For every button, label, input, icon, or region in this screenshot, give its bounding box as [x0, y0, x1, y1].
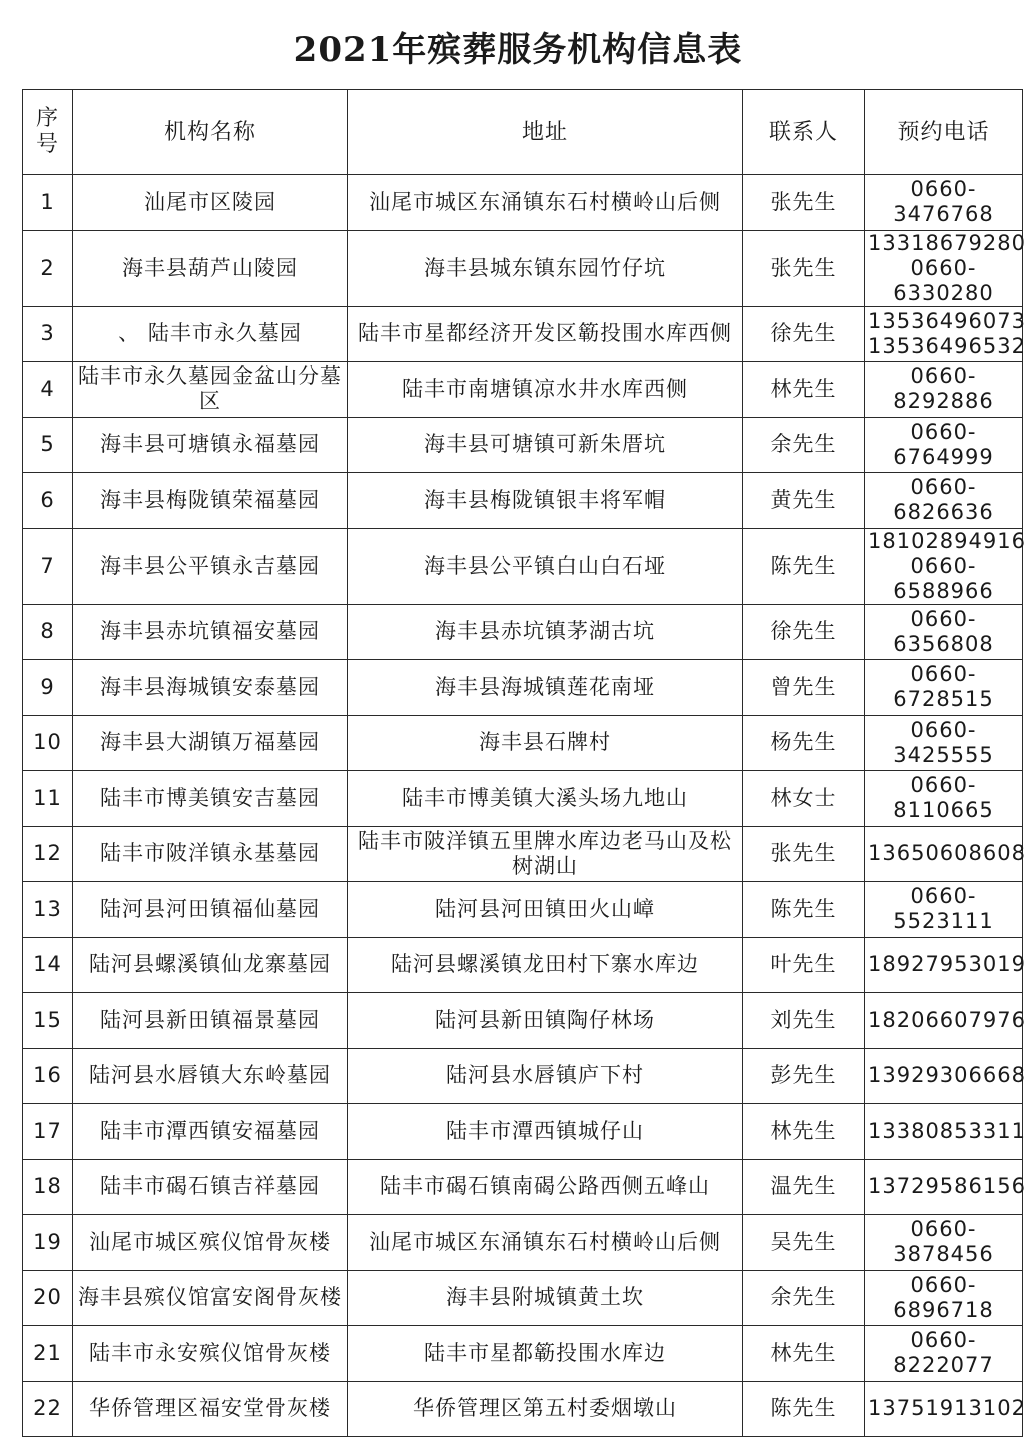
phone-cell [865, 826, 1026, 882]
phone-number: 0660-3878456 [893, 1217, 994, 1267]
phone-number: 13318679280 [868, 230, 1026, 255]
phone-cell [865, 306, 1026, 362]
contact-person: 林先生 [743, 1326, 865, 1382]
row-number: 10 [23, 715, 73, 771]
institution-name: 汕尾市区陵园 [73, 175, 348, 231]
institution-name: 海丰县赤坑镇福安墓园 [73, 604, 348, 660]
table-row [23, 715, 1023, 771]
table-header-row [23, 90, 1023, 175]
table-row [23, 1215, 1023, 1271]
table-row [23, 1326, 1023, 1382]
contact-person: 吴先生 [743, 1215, 865, 1271]
institution-address: 陆丰市陂洋镇五里牌水库边老马山及松树湖山 [348, 826, 743, 882]
phone-number: 13729586156 [868, 1174, 1026, 1199]
row-number: 14 [23, 937, 73, 993]
phone-number: 13650608608 [868, 841, 1026, 866]
row-number: 16 [23, 1048, 73, 1104]
institution-name: 华侨管理区福安堂骨灰楼 [73, 1381, 348, 1437]
contact-person: 彭先生 [743, 1048, 865, 1104]
contact-person: 林女士 [743, 771, 865, 827]
institution-address: 海丰县石牌村 [348, 715, 743, 771]
table-row [23, 993, 1023, 1049]
table-row [23, 306, 1023, 362]
institution-table [22, 89, 1026, 1437]
contact-person: 曾先生 [743, 660, 865, 716]
phone-number: 13536496532 [868, 333, 1026, 358]
row-number: 17 [23, 1104, 73, 1160]
header-address: 地址 [348, 90, 743, 175]
phone-cell [865, 660, 1023, 716]
institution-address: 海丰县赤坑镇茅湖古坑 [348, 604, 743, 660]
row-number: 22 [23, 1381, 73, 1437]
institution-address: 海丰县城东镇东园竹仔坑 [348, 230, 743, 306]
table-row [23, 362, 1023, 418]
contact-person: 陈先生 [743, 882, 865, 938]
table-row [23, 417, 1023, 473]
row-number: 6 [23, 473, 73, 529]
phone-number: 18206607976 [868, 1007, 1026, 1032]
header-no: 序 号 [23, 90, 73, 175]
page-title: 2021年殡葬服务机构信息表 [293, 30, 743, 70]
phone-cell [865, 362, 1023, 418]
row-number: 13 [23, 882, 73, 938]
row-number: 20 [23, 1270, 73, 1326]
phone-cell [865, 771, 1023, 827]
table-row [23, 1159, 1023, 1215]
contact-person: 林先生 [743, 362, 865, 418]
row-number: 11 [23, 771, 73, 827]
phone-cell [865, 417, 1023, 473]
phone-number: 13751913102 [868, 1396, 1026, 1421]
contact-person: 刘先生 [743, 993, 865, 1049]
institution-name: 陆丰市永久墓园金盆山分墓区 [73, 362, 348, 418]
institution-address: 陆丰市星都簕投围水库边 [348, 1326, 743, 1382]
phone-cell [865, 230, 1026, 306]
table-body [23, 175, 1026, 1437]
contact-person: 张先生 [743, 230, 865, 306]
institution-name: 海丰县大湖镇万福墓园 [73, 715, 348, 771]
row-number: 8 [23, 604, 73, 660]
table-row [23, 937, 1023, 993]
contact-person: 陈先生 [743, 528, 865, 604]
phone-cell [865, 937, 1026, 993]
contact-person: 黄先生 [743, 473, 865, 529]
institution-address: 汕尾市城区东涌镇东石村横岭山后侧 [348, 1215, 743, 1271]
institution-address: 海丰县可塘镇可新朱厝坑 [348, 417, 743, 473]
row-number: 9 [23, 660, 73, 716]
table-row [23, 473, 1023, 529]
institution-address: 海丰县附城镇黄土坎 [348, 1270, 743, 1326]
phone-cell [865, 175, 1023, 231]
table-row [23, 660, 1023, 716]
institution-name: 汕尾市城区殡仪馆骨灰楼 [73, 1215, 348, 1271]
table-row [23, 604, 1023, 660]
phone-number: 0660-6588966 [893, 553, 994, 603]
institution-name: 海丰县海城镇安泰墓园 [73, 660, 348, 716]
table-row [23, 230, 1023, 306]
institution-address: 陆丰市星都经济开发区簕投围水库西侧 [348, 306, 743, 362]
institution-address: 陆丰市南塘镇凉水井水库西侧 [348, 362, 743, 418]
table-row [23, 1270, 1023, 1326]
table-row [23, 175, 1023, 231]
institution-name: 海丰县葫芦山陵园 [73, 230, 348, 306]
row-number: 2 [23, 230, 73, 306]
contact-person: 林先生 [743, 1104, 865, 1160]
phone-number: 0660-5523111 [893, 884, 994, 934]
table-row [23, 1104, 1023, 1160]
row-number: 1 [23, 175, 73, 231]
institution-address: 海丰县海城镇莲花南垭 [348, 660, 743, 716]
header-name: 机构名称 [73, 90, 348, 175]
phone-cell [865, 1159, 1026, 1215]
institution-name: 陆丰市永安殡仪馆骨灰楼 [73, 1326, 348, 1382]
institution-name: 海丰县梅陇镇荣福墓园 [73, 473, 348, 529]
institution-name: 陆丰市博美镇安吉墓园 [73, 771, 348, 827]
phone-cell [865, 882, 1023, 938]
institution-name: 海丰县殡仪馆富安阁骨灰楼 [73, 1270, 348, 1326]
phone-cell [865, 1215, 1023, 1271]
phone-number: 18102894916 [868, 528, 1026, 553]
contact-person: 余先生 [743, 417, 865, 473]
institution-name: 陆河县新田镇福景墓园 [73, 993, 348, 1049]
row-number: 3 [23, 306, 73, 362]
row-number: 21 [23, 1326, 73, 1382]
table-row [23, 528, 1023, 604]
table-row [23, 771, 1023, 827]
contact-person: 叶先生 [743, 937, 865, 993]
phone-number: 0660-3476768 [893, 177, 994, 227]
phone-number: 0660-3425555 [893, 717, 994, 767]
phone-cell [865, 993, 1026, 1049]
phone-number: 0660-8222077 [893, 1328, 994, 1378]
institution-name: 陆丰市潭西镇安福墓园 [73, 1104, 348, 1160]
header-contact: 联系人 [743, 90, 865, 175]
phone-cell [865, 1381, 1026, 1437]
institution-name: 陆丰市碣石镇吉祥墓园 [73, 1159, 348, 1215]
institution-address: 华侨管理区第五村委烟墩山 [348, 1381, 743, 1437]
phone-number: 0660-6728515 [893, 662, 994, 712]
phone-cell [865, 1048, 1026, 1104]
phone-cell [865, 1104, 1026, 1160]
table-row [23, 1048, 1023, 1104]
institution-address: 汕尾市城区东涌镇东石村横岭山后侧 [348, 175, 743, 231]
phone-cell [865, 473, 1023, 529]
table-row [23, 1381, 1023, 1437]
phone-number: 0660-8110665 [893, 773, 994, 823]
institution-name: 、 陆丰市永久墓园 [73, 306, 348, 362]
row-number: 18 [23, 1159, 73, 1215]
phone-cell [865, 715, 1023, 771]
row-number: 12 [23, 826, 73, 882]
contact-person: 杨先生 [743, 715, 865, 771]
phone-cell [865, 1270, 1023, 1326]
institution-address: 海丰县公平镇白山白石垭 [348, 528, 743, 604]
row-number: 4 [23, 362, 73, 418]
institution-address: 陆丰市潭西镇城仔山 [348, 1104, 743, 1160]
contact-person: 余先生 [743, 1270, 865, 1326]
phone-number: 13536496073 [868, 308, 1026, 333]
row-number: 19 [23, 1215, 73, 1271]
header-phone: 预约电话 [865, 90, 1023, 175]
institution-address: 陆河县螺溪镇龙田村下寨水库边 [348, 937, 743, 993]
phone-number: 18927953019 [868, 952, 1026, 977]
row-number: 7 [23, 528, 73, 604]
phone-number: 0660-6896718 [893, 1272, 994, 1322]
institution-address: 陆河县河田镇田火山嶂 [348, 882, 743, 938]
institution-name: 陆河县河田镇福仙墓园 [73, 882, 348, 938]
phone-number: 13380853311 [868, 1118, 1026, 1143]
contact-person: 张先生 [743, 826, 865, 882]
institution-address: 陆丰市博美镇大溪头场九地山 [348, 771, 743, 827]
phone-number: 0660-6764999 [893, 419, 994, 469]
contact-person: 张先生 [743, 175, 865, 231]
phone-number: 0660-8292886 [893, 364, 994, 414]
phone-cell [865, 528, 1026, 604]
phone-cell [865, 1326, 1023, 1382]
phone-number: 13929306668 [868, 1063, 1026, 1088]
phone-number: 0660-6330280 [893, 255, 994, 305]
institution-address: 海丰县梅陇镇银丰将军帽 [348, 473, 743, 529]
institution-address: 陆河县水唇镇庐下村 [348, 1048, 743, 1104]
institution-name: 陆丰市陂洋镇永基墓园 [73, 826, 348, 882]
institution-address: 陆河县新田镇陶仔林场 [348, 993, 743, 1049]
phone-number: 0660-6356808 [893, 606, 994, 656]
phone-cell [865, 604, 1023, 660]
institution-name: 海丰县可塘镇永福墓园 [73, 417, 348, 473]
contact-person: 徐先生 [743, 306, 865, 362]
contact-person: 陈先生 [743, 1381, 865, 1437]
institution-name: 海丰县公平镇永吉墓园 [73, 528, 348, 604]
institution-name: 陆河县螺溪镇仙龙寨墓园 [73, 937, 348, 993]
institution-name: 陆河县水唇镇大东岭墓园 [73, 1048, 348, 1104]
table-row [23, 882, 1023, 938]
row-number: 5 [23, 417, 73, 473]
table-row [23, 826, 1023, 882]
row-number: 15 [23, 993, 73, 1049]
contact-person: 徐先生 [743, 604, 865, 660]
institution-address: 陆丰市碣石镇南碣公路西侧五峰山 [348, 1159, 743, 1215]
phone-number: 0660-6826636 [893, 475, 994, 525]
contact-person: 温先生 [743, 1159, 865, 1215]
